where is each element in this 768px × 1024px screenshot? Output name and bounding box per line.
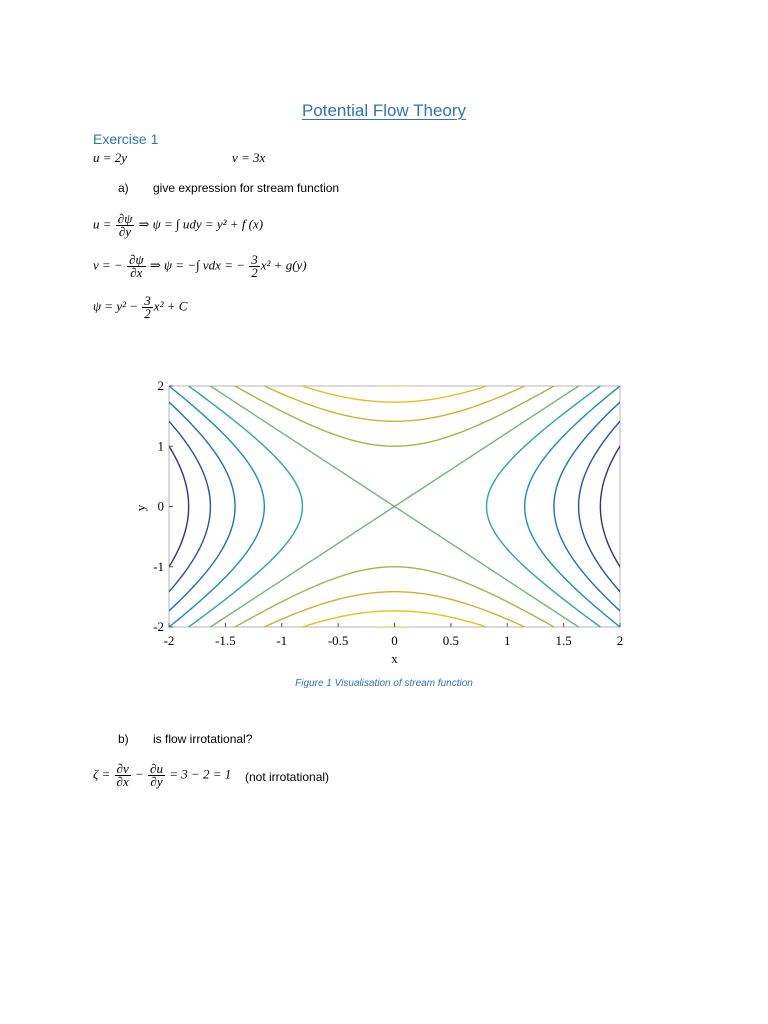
y-tick-label: 1 <box>157 438 164 454</box>
x-tick-label: -1.5 <box>215 633 236 648</box>
x-tick-label: 0.5 <box>442 633 459 648</box>
equation-psi-result: ψ = y² − $\frac{3}{2}$ x² + C <box>93 293 188 321</box>
exercise-heading: Exercise 1 <box>93 131 159 147</box>
irrotational-conclusion: (not irrotational) <box>245 770 330 784</box>
x-tick-label: 0 <box>391 633 398 648</box>
figure-caption: Figure 1 Visualisation of stream function <box>295 678 473 689</box>
x-tick-label: 1 <box>504 633 511 648</box>
y-tick-label: 0 <box>157 498 164 514</box>
equation-vorticity: ζ = $\frac{\partial v}{\partial x}$ − $\frac{\partial u}{\partial y}$ = 3 − 2 = 1 <box>93 761 232 789</box>
part-b-question: is flow irrotational? <box>153 732 253 746</box>
x-tick-label: -0.5 <box>327 633 349 648</box>
part-a-question: give expression for stream function <box>153 181 340 195</box>
x-axis-label: x <box>391 651 398 666</box>
contour-line <box>169 376 620 386</box>
x-tick-label: -1 <box>276 633 288 648</box>
part-b-label: b) <box>118 732 129 746</box>
equation-psi-from-v: v = − $\frac{\partial\psi}{\partial x}$ ⇒ ψ = −∫ vdx = − $\frac{3}{2}$ x² + g(y) <box>93 252 307 280</box>
given-u-equation: u = 2y <box>93 150 128 165</box>
y-tick-label: -2 <box>153 619 164 634</box>
given-v-equation: v = 3x <box>232 150 266 165</box>
stream-function-contour-plot <box>125 376 645 671</box>
part-a-label: a) <box>118 181 129 195</box>
y-tick-label: -1 <box>153 558 164 574</box>
page-title: Potential Flow Theory <box>301 101 467 120</box>
x-tick-label: -2 <box>163 633 175 648</box>
x-tick-label: 1.5 <box>555 633 572 648</box>
x-tick-label: 2 <box>616 633 624 648</box>
y-tick-label: 2 <box>157 378 164 393</box>
equation-psi-from-u: u = $\frac{\partial\psi}{\partial y}$ ⇒ ψ = ∫ udy = y² + f (x) <box>93 211 264 239</box>
y-axis-label: y <box>133 504 148 512</box>
